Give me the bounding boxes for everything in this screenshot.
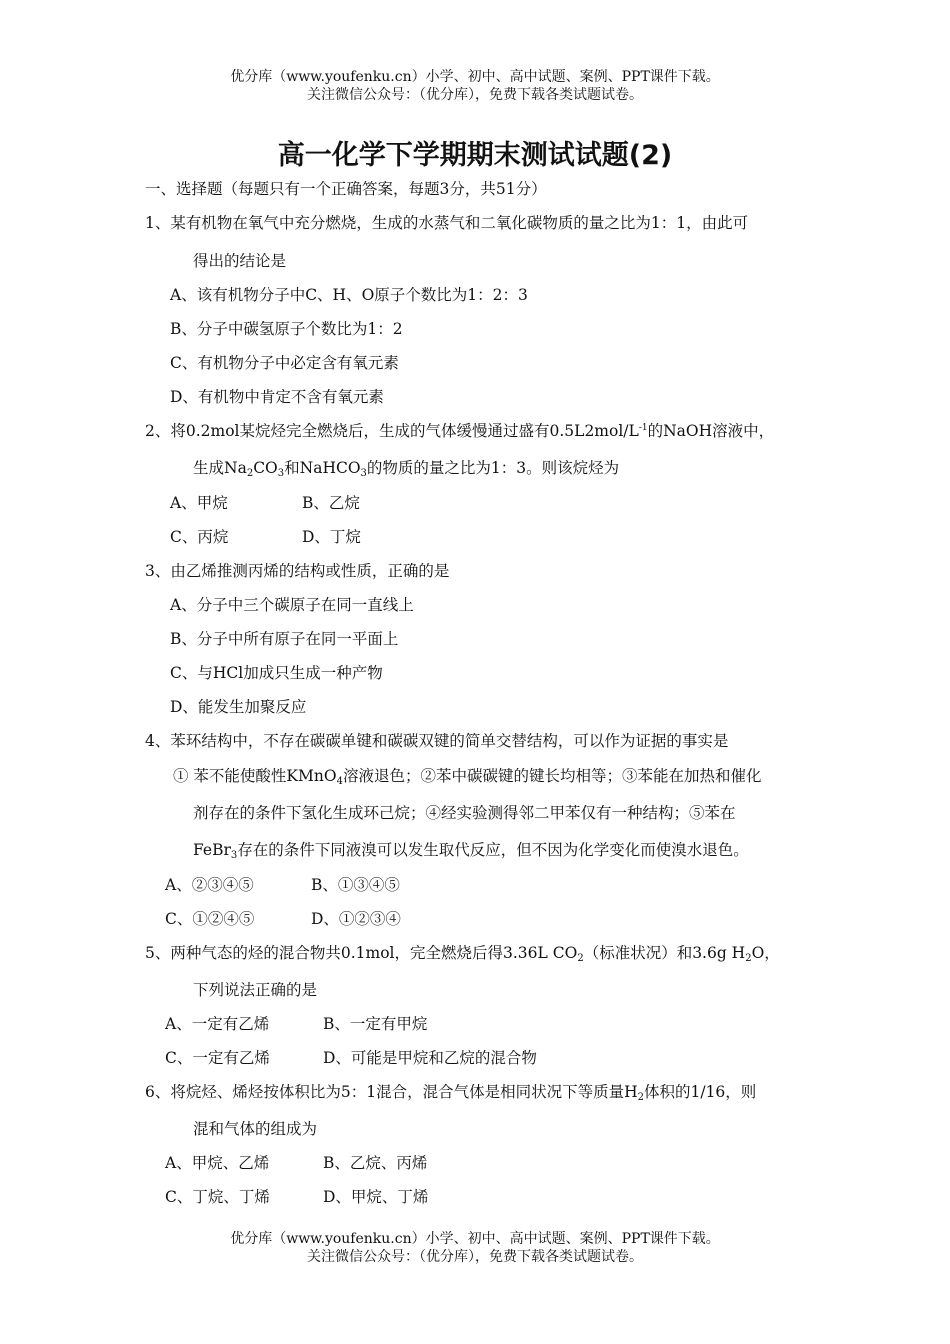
q6-option-d: D、甲烷、丁烯: [323, 1188, 429, 1206]
header-line-2: 关注微信公众号：（优分库），免费下载各类试题试卷。: [307, 87, 643, 103]
q4-sub-1: 4: [336, 776, 343, 787]
q2-option-d: D、丁烷: [302, 528, 361, 546]
q3-option-c: C、与HCl加成只生成一种产物: [170, 664, 383, 682]
q2-option-b: B、乙烷: [302, 494, 360, 512]
q5-stem-2: 下列说法正确的是: [193, 981, 318, 999]
q2-sub-3: 3: [360, 468, 367, 479]
footer-line-1: 优分库（www.youfenku.cn）小学、初中、高中试题、案例、PPT课件下载。: [230, 1231, 720, 1247]
q2-stem-1a: 2、将0.2mol某烷烃完全燃烧后，生成的气体缓慢通过盛有0.5L2mol/L: [145, 422, 639, 440]
q4-facts-1b: 溶液退色；②苯中碳碳键的键长均相等；③苯能在加热和催化: [342, 767, 762, 785]
q1-option-a: A、该有机物分子中C、H、O原子个数比为1：2：3: [170, 286, 528, 304]
q6-sub-1: 2: [637, 1092, 644, 1103]
q4-facts-2: 剂存在的条件下氢化生成环己烷；④经实验测得邻二甲苯仅有一种结构；⑤苯在: [193, 804, 736, 822]
q3-option-b: B、分子中所有原子在同一平面上: [170, 630, 399, 648]
q5-stem-1b: （标准状况）和3.6g H: [583, 944, 746, 962]
q5-option-a: A、一定有乙烯: [165, 1015, 270, 1033]
page-title: 高一化学下学期期末测试试题(2): [277, 140, 673, 171]
q3-option-a: A、分子中三个碳原子在同一直线上: [170, 596, 414, 614]
q4-facts-3a: FeBr: [193, 841, 231, 859]
q2-stem-2: [193, 456, 619, 479]
q4-option-c: C、①②④⑤: [165, 910, 255, 928]
q5-sub-2: 2: [745, 953, 752, 964]
q2-stem-2c: 和NaHCO: [284, 459, 361, 477]
q1-option-c: C、有机物分子中必定含有氧元素: [170, 354, 399, 372]
q6-stem-1: [145, 1080, 756, 1103]
q5-stem-1c: O，: [751, 944, 780, 962]
q6-stem-2: 混和气体的组成为: [193, 1120, 318, 1138]
q2-option-c: C、丙烷: [170, 528, 229, 546]
q2-sub-2: 3: [277, 468, 285, 479]
q2-superscript: -1: [638, 423, 648, 433]
q2-stem-2d: 的物质的量之比为1：3。则该烷烃为: [366, 459, 620, 477]
section-heading: 一、选择题（每题只有一个正确答案，每题3分，共51分）: [145, 180, 547, 198]
q1-stem-1: 1、某有机物在氧气中充分燃烧，生成的水蒸气和二氧化碳物质的量之比为1：1，由此可: [145, 214, 749, 232]
q4-option-a: A、②③④⑤: [165, 876, 254, 894]
q4-facts-1a: ① 苯不能使酸性KMnO: [173, 767, 337, 785]
q3-option-d: D、能发生加聚反应: [170, 698, 307, 716]
q6-option-b: B、乙烷、丙烯: [323, 1154, 428, 1172]
q5-option-c: C、一定有乙烯: [165, 1049, 270, 1067]
q2-stem-2a: 生成Na: [193, 459, 247, 477]
q4-facts-3b: 存在的条件下同液溴可以发生取代反应，但不因为化学变化而使溴水退色。: [237, 841, 749, 859]
q2-option-a: A、甲烷: [170, 494, 228, 512]
q1-option-d: D、有机物中肯定不含有氧元素: [170, 388, 384, 406]
q5-stem-1a: 5、两种气态的烃的混合物共0.1mol，完全燃烧后得3.36L CO: [145, 944, 578, 962]
q4-facts-1: [173, 764, 761, 787]
q5-stem-1: [145, 941, 780, 964]
q4-sub-2: 3: [230, 850, 238, 861]
q5-sub-1: 2: [577, 953, 584, 964]
q5-option-d: D、可能是甲烷和乙烷的混合物: [323, 1049, 537, 1067]
q1-option-b: B、分子中碳氢原子个数比为1：2: [170, 320, 403, 338]
q2-stem-1b: 的NaOH溶液中，: [647, 422, 775, 440]
q3-stem: 3、由乙烯推测丙烯的结构或性质，正确的是: [145, 562, 450, 580]
q1-stem-2: 得出的结论是: [193, 252, 287, 270]
header-line-1: 优分库（www.youfenku.cn）小学、初中、高中试题、案例、PPT课件下载。: [230, 69, 720, 85]
q5-option-b: B、一定有甲烷: [323, 1015, 428, 1033]
q2-sub-1: 2: [246, 468, 254, 479]
q6-option-c: C、丁烷、丁烯: [165, 1188, 270, 1206]
footer-line-2: 关注微信公众号：（优分库），免费下载各类试题试卷。: [307, 1249, 643, 1265]
q4-stem: 4、苯环结构中，不存在碳碳单键和碳碳双键的简单交替结构，可以作为证据的事实是: [145, 732, 729, 750]
q2-stem-2b: CO: [253, 459, 278, 477]
q2-stem-1: [145, 419, 774, 441]
q6-stem-1a: 6、将烷烃、烯烃按体积比为5：1混合，混合气体是相同状况下等质量H: [145, 1083, 638, 1101]
q6-stem-1b: 体积的1/16，则: [643, 1083, 757, 1101]
q6-option-a: A、甲烷、乙烯: [165, 1154, 270, 1172]
q4-facts-3: [193, 838, 749, 861]
q4-option-b: B、①③④⑤: [311, 876, 400, 894]
q4-option-d: D、①②③④: [311, 910, 401, 928]
